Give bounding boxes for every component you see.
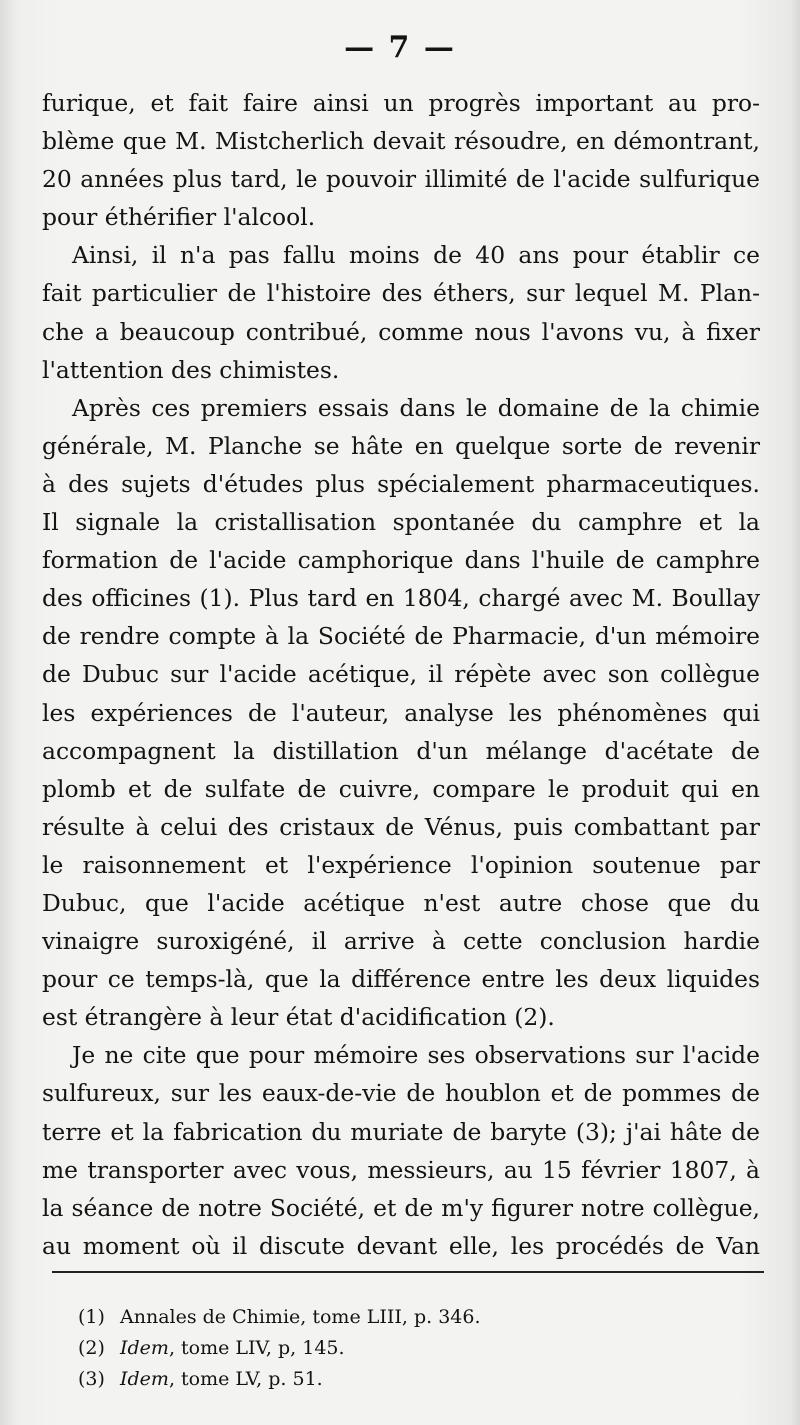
paragraph [42,84,760,236]
footnote [78,1333,718,1364]
text-line: à des sujets d'études plus spécialement pharmaceutiques. [42,469,760,498]
footnote [78,1364,718,1395]
text-line: sulfureux, sur les eaux-de-vie de houblon et de pommes de [42,1079,760,1108]
footnote-separator [52,1271,764,1273]
footnote-number: (3) [78,1368,105,1390]
body-text [42,84,760,1265]
text-line: Je ne cite que pour mémoire ses observations sur l'acide [72,1041,760,1070]
footnote-reference: Idem [120,1368,169,1390]
text-line: pour ce temps-là, que la différence entre les deux liquides [42,965,760,994]
footnote-detail: , tome LV, p. 51. [168,1368,323,1390]
text-line: de rendre compte à la Société de Pharmacie, d'un mémoire [42,622,760,651]
text-line: che a beaucoup contribué, comme nous l'avons vu, à fixer [42,317,760,346]
text-line: terre et la fabrication du muriate de baryte (3); j'ai hâte de [42,1117,760,1146]
text-line: est étrangère à leur état d'acidification (2). [42,1003,555,1032]
footnote-reference: Idem [120,1337,169,1359]
text-line: Ainsi, il n'a pas fallu moins de 40 ans pour établir ce [72,241,760,270]
text-line: fait particulier de l'histoire des éthers, sur lequel M. Plan- [42,279,760,308]
text-line: la séance de notre Société, et de m'y figurer notre collègue, [42,1193,760,1222]
text-line: l'attention des chimistes. [42,355,340,384]
text-line: vinaigre suroxigéné, il arrive à cette conclusion hardie [42,927,760,956]
text-line: les expériences de l'auteur, analyse les phénomènes qui [42,698,760,727]
text-line: des officines (1). Plus tard en 1804, chargé avec M. Boullay [42,584,760,613]
footnote-number: (2) [78,1337,105,1359]
footnote [78,1302,718,1333]
text-line: générale, M. Planche se hâte en quelque sorte de revenir [42,431,760,460]
footnote-number: (1) [78,1306,105,1328]
text-line: au moment où il discute devant elle, les procédés de Van [42,1231,760,1260]
text-line: furique, et fait faire ainsi un progrès important au pro- [42,89,760,117]
text-line: Après ces premiers essais dans le domaine de la chimie [72,393,760,422]
text-line: le raisonnement et l'expérience l'opinion soutenue par [42,850,760,879]
text-line: 20 années plus tard, le pouvoir illimité de l'acide sulfurique [42,165,760,194]
text-line: résulte à celui des cristaux de Vénus, puis combattant par [42,812,760,841]
text-line: accompagnent la distillation d'un mélange d'acétate de [42,736,760,765]
text-line: plomb et de sulfate de cuivre, compare le produit qui en [42,774,760,803]
paragraph [42,236,760,388]
page-number: — 7 — [344,30,456,65]
footnote-detail: , tome LIV, p, 145. [168,1337,345,1359]
footnotes [78,1302,718,1395]
text-line: pour éthérifier l'alcool. [42,203,316,232]
text-line: me transporter avec vous, messieurs, au 15 février 1807, à [42,1155,760,1184]
text-line: blème que M. Mistcherlich devait résoudre, en démontrant, [42,127,760,156]
paragraph [42,389,760,1037]
text-line: de Dubuc sur l'acide acétique, il répète avec son collègue [42,660,760,689]
text-line: Il signale la cristallisation spontanée du camphre et la [42,508,760,537]
text-line: Dubuc, que l'acide acétique n'est autre chose que du [42,888,760,917]
text-line: formation de l'acide camphorique dans l'huile de camphre [42,546,760,575]
paragraph [42,1036,760,1265]
footnote-reference: Annales de Chimie [120,1306,301,1328]
footnote-detail: , tome LIII, p. 346. [300,1306,481,1328]
